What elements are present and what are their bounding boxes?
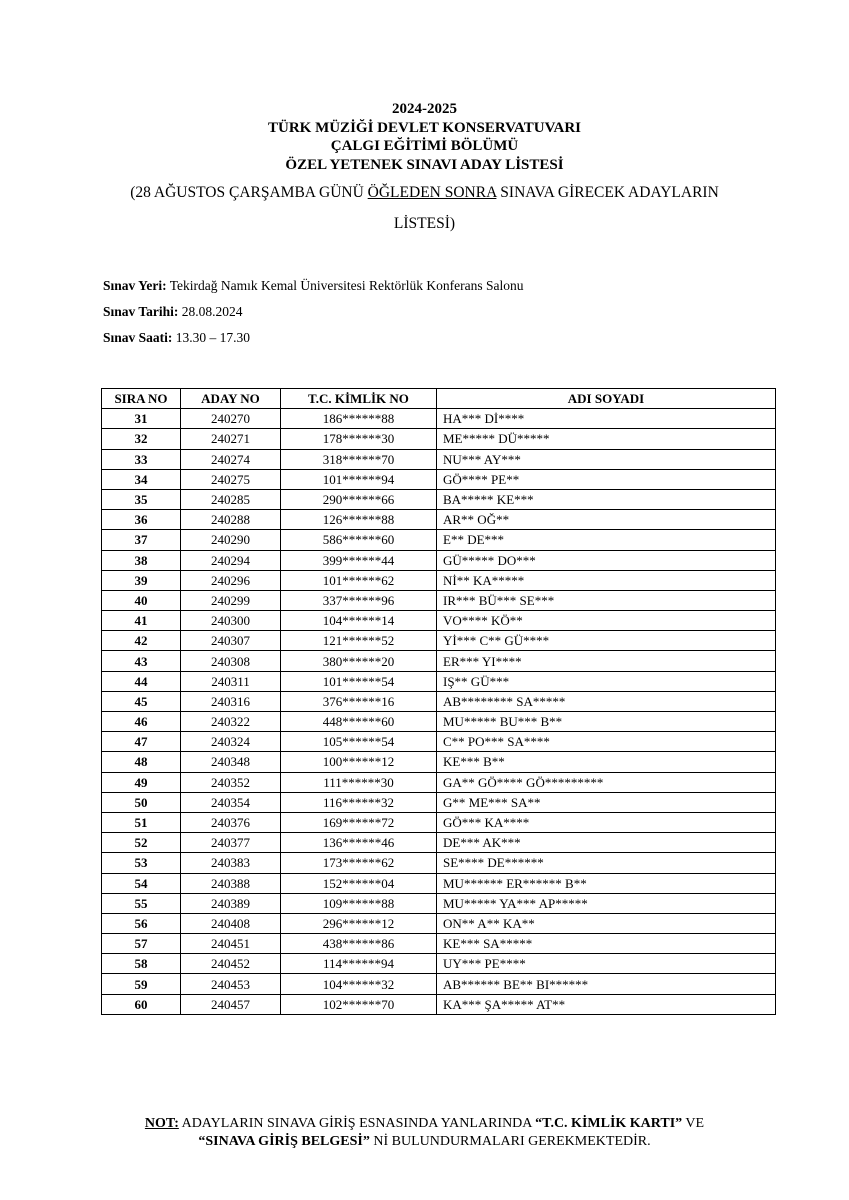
table-row — [102, 489, 776, 509]
cell-aday-no: 240311 — [181, 671, 281, 691]
cell-adi-soyadi: GÜ***** DO*** — [437, 550, 776, 570]
cell-adi-soyadi: MU***** BU*** B** — [437, 712, 776, 732]
candidate-table — [101, 388, 776, 1015]
note-bold-1: “T.C. KİMLİK KARTI” — [535, 1116, 683, 1131]
cell-adi-soyadi: BA***** KE*** — [437, 489, 776, 509]
cell-tc-kimlik-no: 104******14 — [281, 611, 437, 631]
note-text-1: ADAYLARIN SINAVA GİRİŞ ESNASINDA YANLARINDA — [178, 1116, 536, 1131]
cell-adi-soyadi: Nİ** KA***** — [437, 570, 776, 590]
cell-sira-no: 31 — [102, 409, 181, 429]
cell-sira-no: 48 — [102, 752, 181, 772]
cell-aday-no: 240354 — [181, 792, 281, 812]
cell-tc-kimlik-no: 173******62 — [281, 853, 437, 873]
cell-adi-soyadi: KA*** ŞA***** AT** — [437, 994, 776, 1014]
cell-aday-no: 240377 — [181, 833, 281, 853]
cell-tc-kimlik-no: 121******52 — [281, 631, 437, 651]
cell-sira-no: 58 — [102, 954, 181, 974]
cell-tc-kimlik-no: 169******72 — [281, 812, 437, 832]
exam-time — [103, 330, 523, 356]
cell-tc-kimlik-no: 102******70 — [281, 994, 437, 1014]
cell-adi-soyadi: UY*** PE**** — [437, 954, 776, 974]
table-row — [102, 893, 776, 913]
note-line-1 — [0, 1115, 849, 1133]
cell-tc-kimlik-no: 290******66 — [281, 489, 437, 509]
exam-time-value: 13.30 – 17.30 — [172, 330, 251, 345]
cell-sira-no: 49 — [102, 772, 181, 792]
cell-aday-no: 240388 — [181, 873, 281, 893]
exam-place — [103, 278, 523, 304]
table-row — [102, 792, 776, 812]
cell-adi-soyadi: ON** A** KA** — [437, 913, 776, 933]
cell-aday-no: 240324 — [181, 732, 281, 752]
cell-adi-soyadi: HA*** Dİ**** — [437, 409, 776, 429]
cell-sira-no: 51 — [102, 812, 181, 832]
table-row — [102, 853, 776, 873]
cell-adi-soyadi: Yİ*** C** GÜ**** — [437, 631, 776, 651]
table-row — [102, 651, 776, 671]
table-row — [102, 550, 776, 570]
cell-tc-kimlik-no: 100******12 — [281, 752, 437, 772]
cell-aday-no: 240376 — [181, 812, 281, 832]
cell-tc-kimlik-no: 105******54 — [281, 732, 437, 752]
cell-aday-no: 240270 — [181, 409, 281, 429]
cell-aday-no: 240308 — [181, 651, 281, 671]
cell-tc-kimlik-no: 296******12 — [281, 913, 437, 933]
cell-sira-no: 45 — [102, 691, 181, 711]
table-row — [102, 974, 776, 994]
institution-name: TÜRK MÜZİĞİ DEVLET KONSERVATUVARI — [267, 119, 581, 136]
cell-sira-no: 54 — [102, 873, 181, 893]
cell-tc-kimlik-no: 399******44 — [281, 550, 437, 570]
table-row — [102, 752, 776, 772]
subtitle-end: SINAVA GİRECEK ADAYLARIN LİSTESİ) — [393, 184, 719, 232]
cell-aday-no: 240307 — [181, 631, 281, 651]
cell-aday-no: 240299 — [181, 590, 281, 610]
cell-tc-kimlik-no: 101******62 — [281, 570, 437, 590]
cell-tc-kimlik-no: 109******88 — [281, 893, 437, 913]
cell-sira-no: 34 — [102, 469, 181, 489]
cell-aday-no: 240451 — [181, 934, 281, 954]
table-row — [102, 712, 776, 732]
cell-adi-soyadi: MU***** YA*** AP***** — [437, 893, 776, 913]
cell-aday-no: 240300 — [181, 611, 281, 631]
column-header-aday-no: ADAY NO — [181, 389, 281, 409]
cell-sira-no: 40 — [102, 590, 181, 610]
cell-tc-kimlik-no: 111******30 — [281, 772, 437, 792]
cell-sira-no: 53 — [102, 853, 181, 873]
cell-tc-kimlik-no: 104******32 — [281, 974, 437, 994]
cell-tc-kimlik-no: 136******46 — [281, 833, 437, 853]
cell-adi-soyadi: GÖ*** KA**** — [437, 812, 776, 832]
cell-sira-no: 56 — [102, 913, 181, 933]
cell-adi-soyadi: ER*** YI**** — [437, 651, 776, 671]
cell-sira-no: 39 — [102, 570, 181, 590]
cell-sira-no: 33 — [102, 449, 181, 469]
table-body — [102, 409, 776, 1015]
cell-tc-kimlik-no: 178******30 — [281, 429, 437, 449]
table-row — [102, 409, 776, 429]
cell-adi-soyadi: MU****** ER****** B** — [437, 873, 776, 893]
cell-tc-kimlik-no: 448******60 — [281, 712, 437, 732]
table-row — [102, 934, 776, 954]
academic-year: 2024-2025 — [392, 101, 457, 117]
cell-tc-kimlik-no: 101******94 — [281, 469, 437, 489]
table-header-row — [102, 389, 776, 409]
cell-adi-soyadi: KE*** SA***** — [437, 934, 776, 954]
exam-date-label: Sınav Tarihi: — [103, 304, 179, 319]
note-label: NOT: — [144, 1116, 179, 1131]
table-row — [102, 449, 776, 469]
cell-tc-kimlik-no: 116******32 — [281, 792, 437, 812]
list-title: ÖZEL YETENEK SINAVI ADAY LİSTESİ — [285, 156, 564, 173]
exam-place-value: Tekirdağ Namık Kemal Üniversitesi Rektörlük Konferans Salonu — [166, 278, 524, 293]
cell-aday-no: 240296 — [181, 570, 281, 590]
cell-sira-no: 37 — [102, 530, 181, 550]
footer-note — [0, 1115, 849, 1151]
cell-adi-soyadi: G** ME*** SA** — [437, 792, 776, 812]
cell-sira-no: 60 — [102, 994, 181, 1014]
cell-sira-no: 52 — [102, 833, 181, 853]
cell-aday-no: 240274 — [181, 449, 281, 469]
cell-aday-no: 240389 — [181, 893, 281, 913]
cell-tc-kimlik-no: 337******96 — [281, 590, 437, 610]
cell-aday-no: 240275 — [181, 469, 281, 489]
cell-aday-no: 240383 — [181, 853, 281, 873]
cell-aday-no: 240352 — [181, 772, 281, 792]
cell-aday-no: 240290 — [181, 530, 281, 550]
cell-aday-no: 240271 — [181, 429, 281, 449]
note-text-3: Nİ BULUNDURMALARI GEREKMEKTEDİR. — [369, 1134, 651, 1149]
column-header-adi-soyadi: ADI SOYADI — [437, 389, 776, 409]
cell-tc-kimlik-no: 376******16 — [281, 691, 437, 711]
exam-date — [103, 304, 523, 330]
cell-aday-no: 240453 — [181, 974, 281, 994]
table-row — [102, 812, 776, 832]
column-header-sira-no: SIRA NO — [102, 389, 181, 409]
cell-tc-kimlik-no: 318******70 — [281, 449, 437, 469]
table-row — [102, 913, 776, 933]
cell-aday-no: 240285 — [181, 489, 281, 509]
cell-adi-soyadi: IŞ** GÜ*** — [437, 671, 776, 691]
cell-adi-soyadi: AB******** SA***** — [437, 691, 776, 711]
column-header-tc-kimlik-no: T.C. KİMLİK NO — [281, 389, 437, 409]
subtitle-underlined: ÖĞLEDEN SONRA — [367, 184, 497, 201]
cell-aday-no: 240316 — [181, 691, 281, 711]
cell-sira-no: 57 — [102, 934, 181, 954]
cell-adi-soyadi: VO**** KÖ** — [437, 611, 776, 631]
cell-tc-kimlik-no: 380******20 — [281, 651, 437, 671]
cell-adi-soyadi: AR** OĞ** — [437, 510, 776, 530]
cell-tc-kimlik-no: 186******88 — [281, 409, 437, 429]
table-row — [102, 671, 776, 691]
cell-sira-no: 50 — [102, 792, 181, 812]
cell-adi-soyadi: GÖ**** PE** — [437, 469, 776, 489]
list-subtitle — [0, 177, 849, 239]
cell-adi-soyadi: C** PO*** SA**** — [437, 732, 776, 752]
cell-sira-no: 42 — [102, 631, 181, 651]
exam-date-value: 28.08.2024 — [178, 304, 243, 319]
table-row — [102, 873, 776, 893]
table-row — [102, 590, 776, 610]
table-row — [102, 611, 776, 631]
cell-tc-kimlik-no: 126******88 — [281, 510, 437, 530]
exam-place-label: Sınav Yeri: — [103, 278, 167, 293]
cell-sira-no: 47 — [102, 732, 181, 752]
department-name: ÇALGI EĞİTİMİ BÖLÜMÜ — [330, 138, 519, 154]
cell-sira-no: 55 — [102, 893, 181, 913]
cell-sira-no: 38 — [102, 550, 181, 570]
exam-time-label: Sınav Saati: — [103, 330, 173, 345]
table-row — [102, 772, 776, 792]
cell-sira-no: 59 — [102, 974, 181, 994]
cell-sira-no: 32 — [102, 429, 181, 449]
cell-sira-no: 36 — [102, 510, 181, 530]
table-row — [102, 691, 776, 711]
table-row — [102, 429, 776, 449]
cell-sira-no: 44 — [102, 671, 181, 691]
cell-aday-no: 240408 — [181, 913, 281, 933]
note-text-2: VE — [682, 1116, 705, 1131]
cell-aday-no: 240294 — [181, 550, 281, 570]
cell-adi-soyadi: NU*** AY*** — [437, 449, 776, 469]
note-bold-2: “SINAVA GİRİŞ BELGESİ” — [198, 1134, 370, 1149]
cell-aday-no: 240452 — [181, 954, 281, 974]
note-line-2 — [0, 1133, 849, 1151]
table-row — [102, 469, 776, 489]
table-row — [102, 530, 776, 550]
table-row — [102, 732, 776, 752]
cell-adi-soyadi: ME***** DÜ***** — [437, 429, 776, 449]
cell-sira-no: 43 — [102, 651, 181, 671]
table-row — [102, 954, 776, 974]
cell-tc-kimlik-no: 101******54 — [281, 671, 437, 691]
cell-adi-soyadi: IR*** BÜ*** SE*** — [437, 590, 776, 610]
cell-adi-soyadi: DE*** AK*** — [437, 833, 776, 853]
exam-info — [103, 278, 523, 356]
cell-aday-no: 240457 — [181, 994, 281, 1014]
cell-tc-kimlik-no: 152******04 — [281, 873, 437, 893]
document-header — [0, 100, 849, 239]
cell-adi-soyadi: AB****** BE** BI****** — [437, 974, 776, 994]
table-row — [102, 631, 776, 651]
table-row — [102, 994, 776, 1014]
table-row — [102, 570, 776, 590]
cell-aday-no: 240288 — [181, 510, 281, 530]
cell-adi-soyadi: SE**** DE****** — [437, 853, 776, 873]
cell-aday-no: 240322 — [181, 712, 281, 732]
cell-adi-soyadi: E** DE*** — [437, 530, 776, 550]
cell-tc-kimlik-no: 438******86 — [281, 934, 437, 954]
cell-sira-no: 46 — [102, 712, 181, 732]
table-row — [102, 833, 776, 853]
cell-tc-kimlik-no: 586******60 — [281, 530, 437, 550]
table-row — [102, 510, 776, 530]
cell-sira-no: 35 — [102, 489, 181, 509]
cell-adi-soyadi: KE*** B** — [437, 752, 776, 772]
cell-adi-soyadi: GA** GÖ**** GÖ********* — [437, 772, 776, 792]
subtitle-start: (28 AĞUSTOS ÇARŞAMBA GÜNÜ — [130, 184, 368, 201]
cell-aday-no: 240348 — [181, 752, 281, 772]
cell-sira-no: 41 — [102, 611, 181, 631]
cell-tc-kimlik-no: 114******94 — [281, 954, 437, 974]
